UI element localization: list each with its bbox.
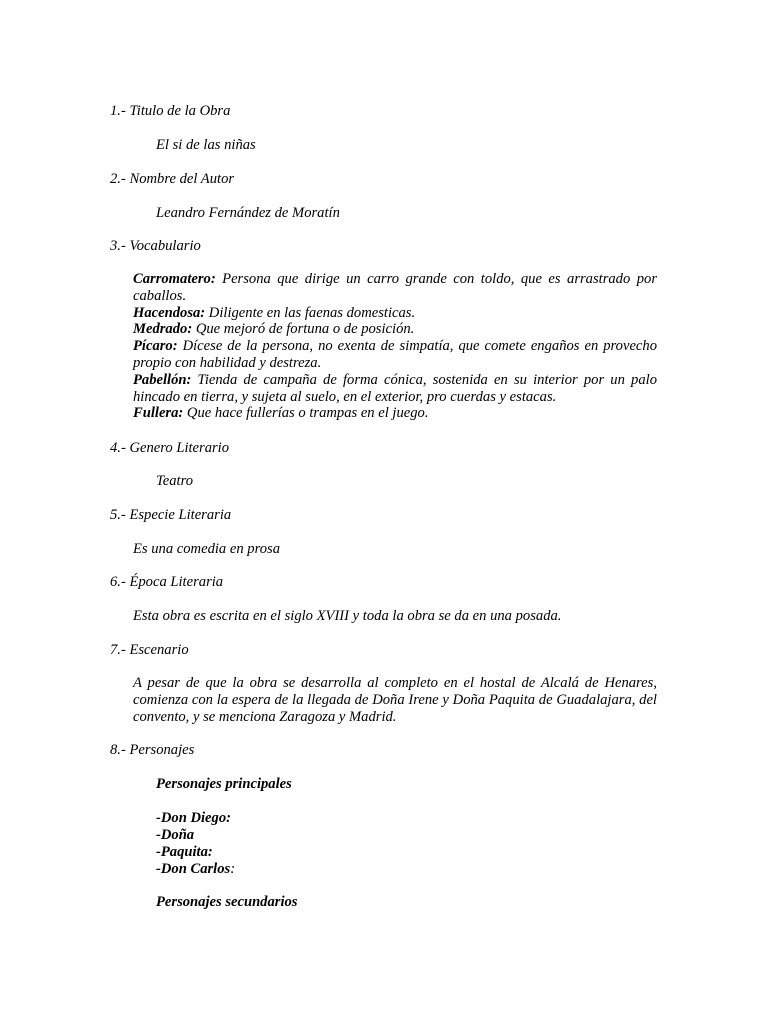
vocab-entry (133, 338, 657, 372)
section-4-heading: 4.- Genero Literario (110, 440, 230, 456)
literary-genre: Teatro (156, 473, 194, 489)
vocab-entry (133, 405, 657, 422)
vocab-definition: Tienda de campaña de forma cónica, sostenida en su interior por un palo hincado en tierra, y sujeta al suelo, en el exterior, pro cuerdas y estacas. (133, 371, 657, 405)
section-3-heading: 3.- Vocabulario (110, 238, 201, 254)
section-6-heading: 6.- Época Literaria (110, 574, 224, 590)
secondary-characters-label: Personajes secundarios (156, 894, 298, 910)
literary-species: Es una comedia en prosa (133, 541, 280, 557)
character-colon: : (230, 861, 236, 877)
vocab-entry (133, 321, 657, 338)
vocab-entry (133, 372, 657, 406)
literary-epoch: Esta obra es escrita en el siglo XVIII y toda la obra se da en una posada. (133, 608, 562, 624)
vocab-entry (133, 305, 657, 322)
main-characters-label: Personajes principales (156, 776, 292, 792)
vocab-definition: Que hace fullerías o trampas en el juego. (183, 405, 429, 422)
vocab-definition: Que mejoró de fortuna o de posición. (192, 321, 415, 338)
character-item: -Don Diego: (156, 810, 231, 826)
character-item: -Paquita: (156, 844, 213, 860)
vocab-definition: Dícese de la persona, no exenta de simpatía, que comete engaños en provecho propio con habilidad y destreza. (133, 338, 657, 371)
vocab-term: Pícaro: (133, 338, 178, 355)
vocab-entry (133, 271, 657, 305)
section-1-heading: 1.- Titulo de la Obra (110, 103, 231, 119)
character-name: -Don Carlos (156, 861, 231, 877)
setting-text: A pesar de que la obra se desarrolla al completo en el hostal de Alcalá de Henares, comienza con la espera de la llegada de Doña Irene y Doña Paquita de Guadalajara, del convento, y se menciona Zaragoza y Madrid. (133, 675, 657, 725)
section-7-heading: 7.- Escenario (110, 642, 189, 658)
vocab-term: Fullera: (133, 405, 184, 422)
vocabulary-list (133, 271, 657, 422)
section-5-heading: 5.- Especie Literaria (110, 507, 232, 523)
vocab-definition: Diligente en las faenas domesticas. (205, 304, 416, 321)
vocab-term: Medrado: (133, 321, 193, 338)
vocab-term: Pabellón: (133, 371, 192, 388)
character-item: -Doña (156, 827, 195, 843)
section-8-heading: 8.- Personajes (110, 742, 195, 758)
vocab-definition: Persona que dirige un carro grande con toldo, que es arrastrado por caballos. (133, 271, 657, 304)
section-2-heading: 2.- Nombre del Autor (110, 171, 235, 187)
author-name: Leandro Fernández de Moratín (156, 205, 340, 221)
vocab-term: Hacendosa: (133, 304, 206, 321)
character-item (156, 861, 235, 878)
setting-paragraph (133, 675, 657, 725)
work-title: El si de las niñas (156, 137, 256, 153)
vocab-term: Carromatero: (133, 271, 216, 287)
